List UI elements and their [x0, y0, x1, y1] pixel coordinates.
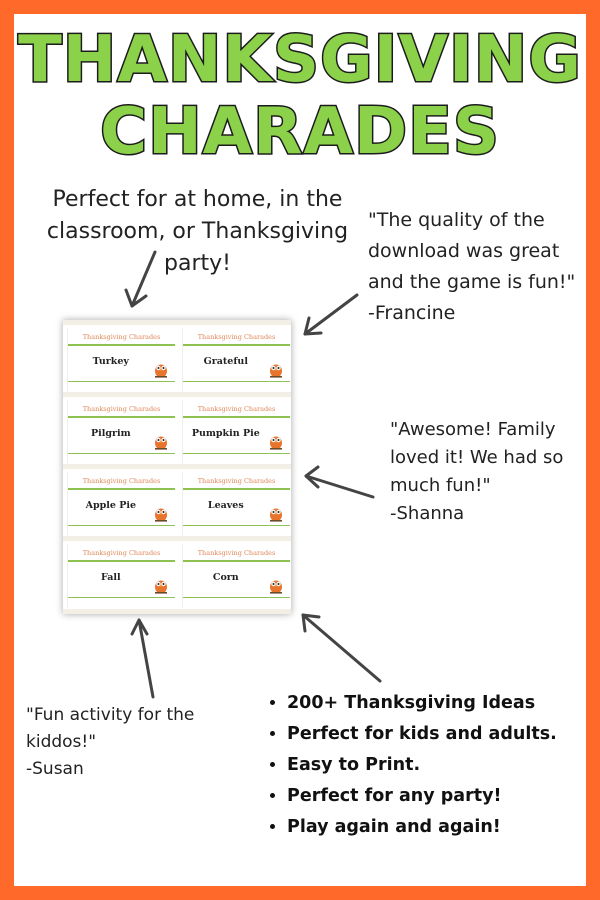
quote-line: "Fun activity for the: [26, 705, 195, 725]
charade-card: [67, 544, 175, 608]
quote-author: -Susan: [26, 759, 84, 779]
card-divider: [68, 560, 175, 562]
owl-icon: [268, 576, 284, 594]
card-title: Thanksgiving Charades: [82, 333, 161, 341]
charade-card: [182, 328, 290, 392]
card-divider: [68, 453, 175, 455]
quote-line: kiddos!": [26, 732, 97, 752]
stripe: [63, 392, 291, 397]
quote-line: download was great: [368, 240, 560, 262]
card-divider: [183, 453, 290, 455]
owl-icon: [153, 504, 169, 522]
card-title: Thanksgiving Charades: [82, 477, 161, 485]
quote-line: "The quality of the: [368, 209, 545, 231]
card-divider: [68, 416, 175, 418]
stripe: [63, 320, 291, 325]
card-word: Corn: [212, 572, 239, 583]
tagline-line: Perfect for at home, in the: [52, 187, 343, 212]
card-divider: [183, 597, 290, 599]
owl-icon: [153, 576, 169, 594]
tagline-line: party!: [164, 251, 231, 276]
card-divider: [183, 416, 290, 418]
card-title: Thanksgiving Charades: [82, 549, 161, 557]
card-title: Thanksgiving Charades: [197, 549, 276, 557]
card-word: Apple Pie: [85, 500, 136, 511]
owl-icon: [268, 360, 284, 378]
tagline: [40, 184, 355, 280]
card-divider: [68, 344, 175, 346]
title-line-1: THANKSGIVING: [18, 23, 582, 97]
card-divider: [183, 488, 290, 490]
feature-item: • Easy to Print.: [287, 750, 557, 781]
card-title: Thanksgiving Charades: [197, 405, 276, 413]
stripe: [63, 536, 291, 541]
card-word: Turkey: [92, 356, 129, 367]
quote-line: "Awesome! Family: [390, 419, 556, 440]
card-title: Thanksgiving Charades: [197, 333, 276, 341]
charade-card: [67, 328, 175, 392]
charade-card: [67, 472, 175, 536]
printable-preview: [63, 320, 291, 614]
testimonial-francine: [368, 205, 583, 329]
card-divider: [183, 525, 290, 527]
owl-icon: [153, 360, 169, 378]
feature-item: • Play again and again!: [287, 812, 557, 843]
quote-line: and the game is fun!": [368, 271, 576, 293]
card-divider: [183, 560, 290, 562]
testimonial-susan: [26, 702, 226, 783]
charade-card: [182, 400, 290, 464]
card-divider: [68, 381, 175, 383]
card-word: Pilgrim: [90, 428, 131, 439]
card-word: Fall: [100, 572, 121, 583]
card-divider: [183, 344, 290, 346]
feature-list: [262, 688, 557, 843]
title-line-2: CHARADES: [100, 95, 500, 169]
testimonial-shanna: [390, 416, 590, 528]
owl-icon: [153, 432, 169, 450]
charade-card: [182, 544, 290, 608]
tagline-line: classroom, or Thanksgiving: [46, 219, 349, 244]
card-word: Grateful: [203, 356, 248, 367]
quote-author: -Shanna: [390, 503, 465, 524]
stripe: [63, 464, 291, 469]
quote-line: much fun!": [390, 475, 491, 496]
charade-card: [182, 472, 290, 536]
owl-icon: [268, 504, 284, 522]
card-word: Pumpkin Pie: [191, 428, 260, 439]
stripe: [63, 609, 291, 614]
quote-line: loved it! We had so: [390, 447, 564, 468]
card-divider: [68, 488, 175, 490]
card-divider: [68, 525, 175, 527]
feature-item: • Perfect for any party!: [287, 781, 557, 812]
quote-author: -Francine: [368, 302, 456, 324]
feature-item: • 200+ Thanksgiving Ideas: [287, 688, 557, 719]
card-divider: [183, 381, 290, 383]
card-title: Thanksgiving Charades: [197, 477, 276, 485]
card-title: Thanksgiving Charades: [82, 405, 161, 413]
charade-card: [67, 400, 175, 464]
owl-icon: [268, 432, 284, 450]
feature-item: • Perfect for kids and adults.: [287, 719, 557, 750]
card-divider: [68, 597, 175, 599]
card-word: Leaves: [207, 500, 244, 511]
